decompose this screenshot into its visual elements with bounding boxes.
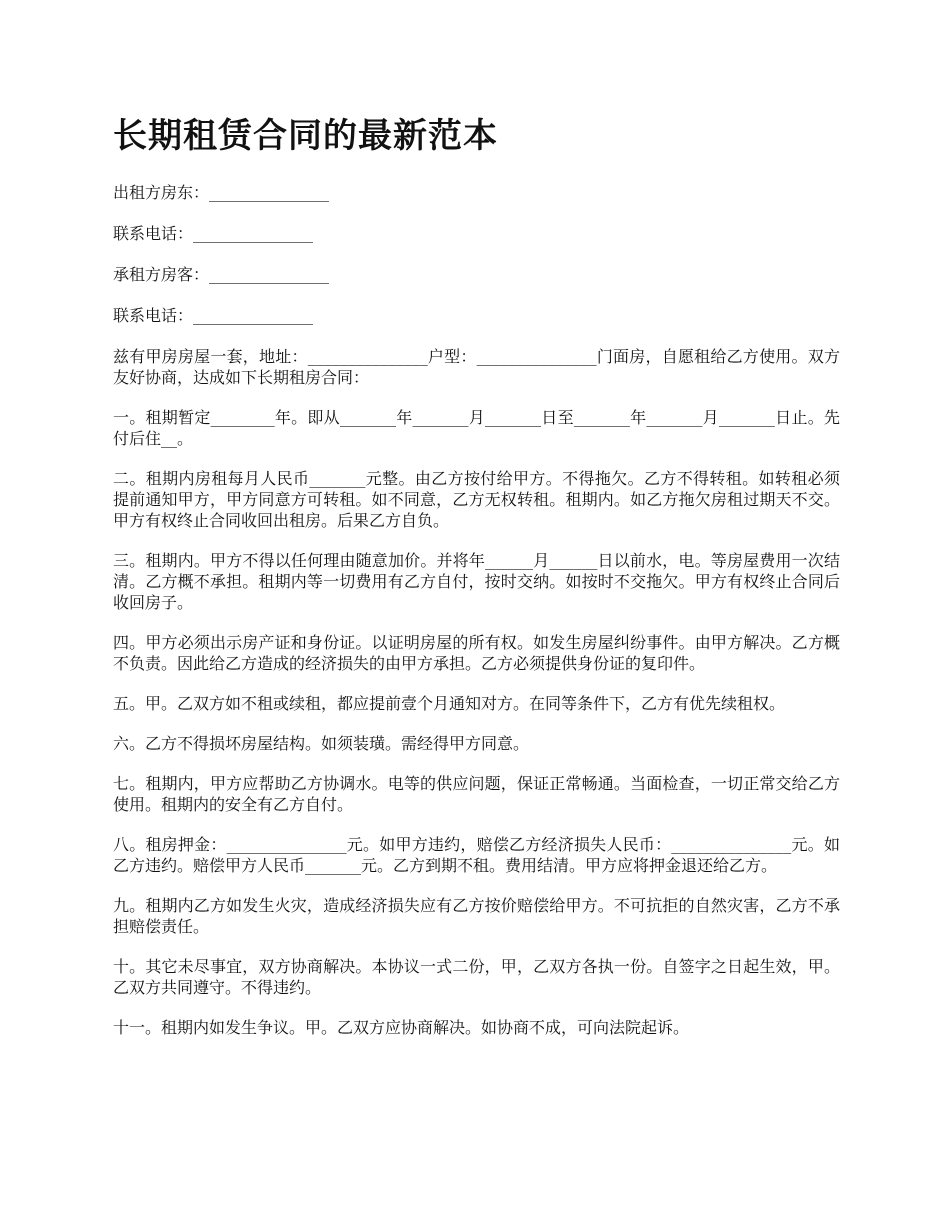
clause-11: 十一。租期内如发生争议。甲。乙双方应协商解决。如协商不成，可向法院起诉。 (113, 1018, 690, 1037)
clause-4: 四。甲方必须出示房产证和身份证。以证明房屋的所有权。如发生房屋纠纷事件。由甲方解决。乙方概不负责。因此给乙方造成的经济损失的由甲方承担。乙方必须提供身份证的复印件。 (113, 633, 840, 673)
clause-2: 二。租期内房租每月人民币_______元整。由乙方按付给甲方。不得拖欠。乙方不得转租。如转租必须提前通知甲方，甲方同意方可转租。如不同意，乙方无权转租。租期内。如乙方拖欠房租过期天不交。甲方有权终止合同收回出租房。后果乙方自负。 (113, 469, 840, 530)
clause-9: 九。租期内乙方如发生火灾，造成经济损失应有乙方按价赔偿给甲方。不可抗拒的自然灾害，乙方不承担赔偿责任。 (113, 896, 840, 936)
landlord-field: 出租方房东：_______________ (113, 183, 330, 202)
clause-8: 八。租房押金：_______________元。如甲方违约，赔偿乙方经济损失人民币：_______________元。如乙方违约。赔偿甲方人民币_______元。乙方到期不租。费用结清。甲方应将押金退还给乙方。 (113, 835, 840, 875)
clause-10: 十。其它未尽事宜，双方协商解决。本协议一式二份，甲，乙双方各执一份。自签字之日起生效，甲。乙双方共同遵守。不得违约。 (113, 957, 840, 997)
clause-6: 六。乙方不得损坏房屋结构。如须装璜。需经得甲方同意。 (113, 734, 530, 753)
tenant-phone-field: 联系电话：_______________ (113, 306, 314, 325)
clause-1: 一。租期暂定________年。即从_______年_______月_______日至_______年_______月_______日止。先付后住__。 (113, 408, 840, 448)
clause-5: 五。甲。乙双方如不租或续租，都应提前壹个月通知对方。在同等条件下，乙方有优先续租权。 (113, 694, 786, 713)
tenant-field: 承租方房客：_______________ (113, 265, 330, 284)
document-title: 长期租赁合同的最新范本 (113, 116, 498, 156)
clause-3: 三。租期内。甲方不得以任何理由随意加价。并将年______月______日以前水，电。等房屋费用一次结清。乙方概不承担。租期内等一切费用有乙方自付，按时交纳。如按时不交拖欠。甲方有权终止合同后收回房子。 (113, 551, 840, 612)
landlord-phone-field: 联系电话：_______________ (113, 224, 314, 243)
document-page (113, 112, 840, 1038)
clause-7: 七。租期内，甲方应帮助乙方协调水。电等的供应问题，保证正常畅通。当面检查，一切正常交给乙方使用。租期内的安全有乙方自付。 (113, 774, 840, 814)
intro-paragraph: 兹有甲房房屋一套，地址：_______________户型：_______________门面房，自愿租给乙方使用。双方友好协商，达成如下长期租房合同： (113, 347, 840, 387)
